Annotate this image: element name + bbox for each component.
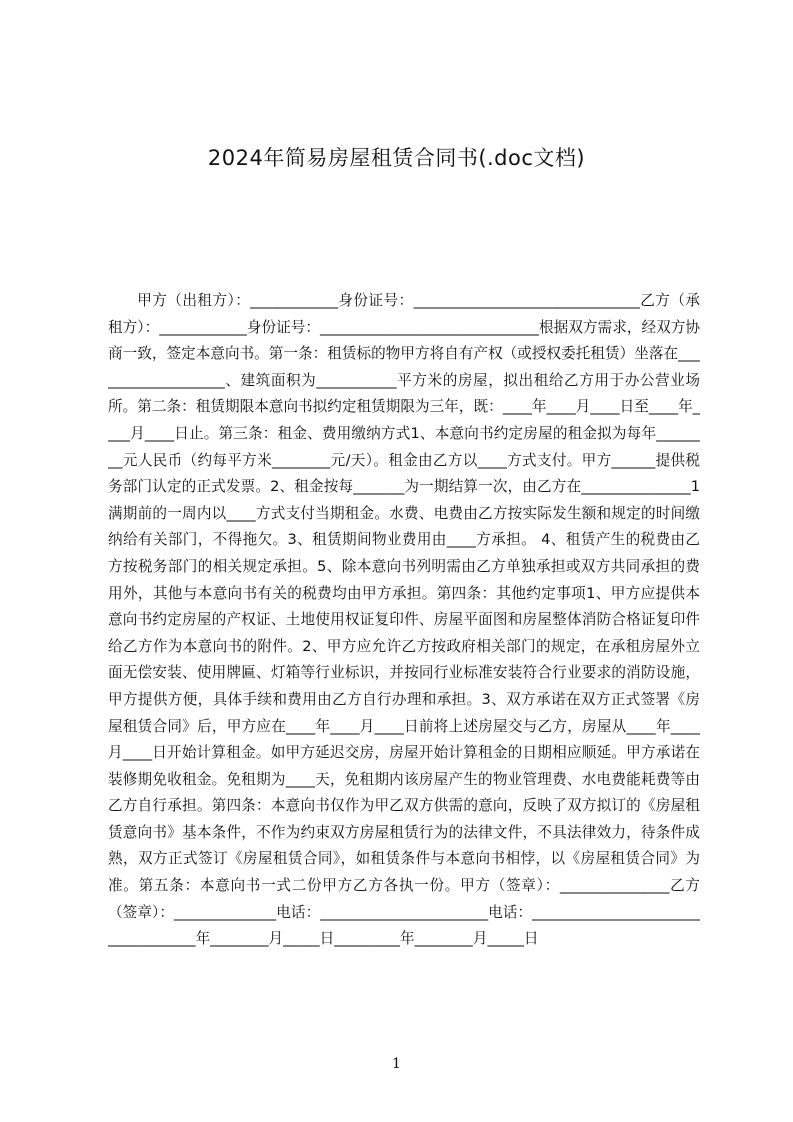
contract-body-text: 甲方（出租方）：____________身份证号：_______________________________乙方（承租方）：____________身份证号：______________________________根据双方需求，经双方协商一致，签定本意向书。第一条：租赁标的物甲方将自有产权（或授权委托租赁）坐落在___________________、建筑面积为___________平方米的房屋，拟出租给乙方用于办公营业场所。第二条：租赁期限本意向书拟约定租赁期限为三年，既：____年____月____日至____年____月____日止。第三条：租金、费用缴纳方式1、本意向书约定房屋的租金拟为每年________元人民币（约每平方米________元/天）。租金由乙方以____方式支付。甲方______提供税务部门认定的正式发票。2、租金按每_______为一期结算一次，由乙方在_______________1满期前的一周内以____方式支付当期租金。水费、电费由乙方按实际发生额和规定的时间缴纳给有关部门，不得拖欠。3、租赁期间物业费用由____方承担。 4、租赁产生的税费由乙方按税务部门的相关规定承担。5、除本意向书列明需由乙方单独承担或双方共同承担的费用外，其他与本意向书有关的税费均由甲方承担。第四条：其他约定事项1、甲方应提供本意向书约定房屋的产权证、土地使用权证复印件、房屋平面图和房屋整体消防合格证复印件给乙方作为本意向书的附件。2、甲方应允许乙方按政府相关部门的规定，在承租房屋外立面无偿安装、使用牌匾、灯箱等行业标识，并按同行业标准安装符合行业要求的消防设施，甲方提供方便，具体手续和费用由乙方自行办理和承担。3、双方承诺在双方正式签署《房屋租赁合同》后，甲方应在____年____月____日前将上述房屋交与乙方，房屋从____年____月____日开始计算租金。如甲方延迟交房，房屋开始计算租金的日期相应顺延。甲方承诺在装修期免收租金。免租期为____天，免租期内该房屋产生的物业管理费、水电费能耗费等由乙方自行承担。第四条：本意向书仅作为甲乙双方供需的意向，反映了双方拟订的《房屋租赁意向书》基本条件，不作为约束双方房屋租赁行为的法律文件，不具法律效力，待条件成熟，双方正式签订《房屋租赁合同》，如租赁条件与本意向书相悖，以《房屋租赁合同》为准。第五条：本意向书一式二份甲方乙方各执一份。甲方（签章）：_______________乙方（签章）：______________电话：_______________________电话：___________________________________年________月_____日_________年________月_____日 xyxy=(108,292,700,948)
page-number: 1 xyxy=(392,1056,401,1072)
document-title: 2024年简易房屋租赁合同书(.doc文档) xyxy=(207,146,586,170)
